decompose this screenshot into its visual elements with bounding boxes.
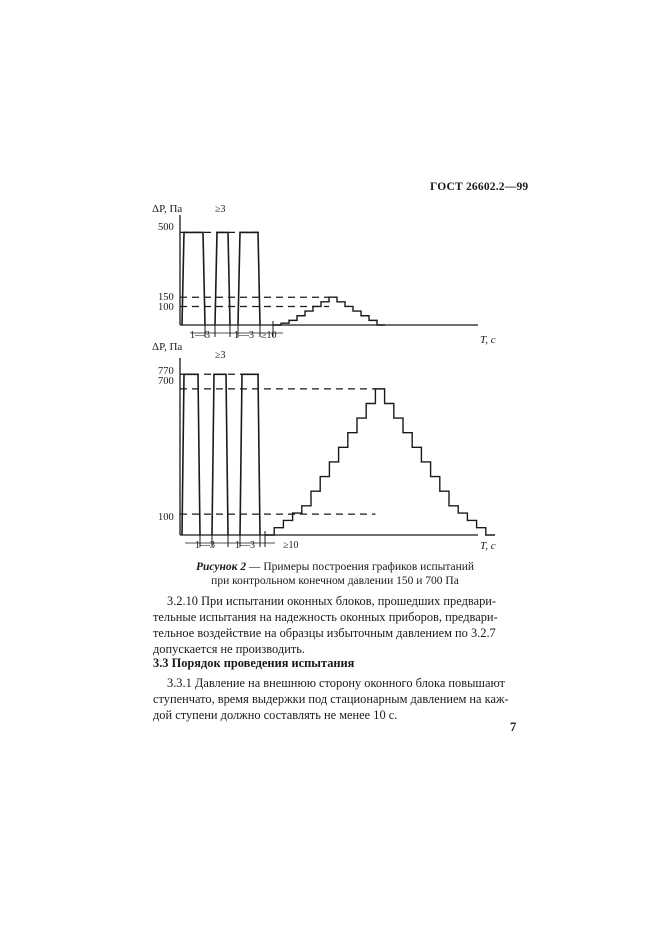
chart1-step-series: [273, 297, 385, 325]
pressure-test-figure: [150, 200, 520, 560]
paragraph-line: дой ступени должно составлять не менее 10 с.: [153, 708, 398, 722]
chart2-pulse: [240, 374, 260, 535]
chart1-interval-ge3: ≥3: [215, 204, 226, 215]
chart2-tick-100: 100: [158, 512, 174, 523]
chart1-ylabel: ΔP, Па: [152, 203, 183, 215]
section-heading-3-3: 3.3 Порядок проведения испытания: [153, 656, 355, 670]
chart1-pulse: [238, 232, 260, 325]
paragraph-line: 3.2.10 При испытании оконных блоков, прошедших предвари-: [167, 594, 497, 608]
figure-caption-label: Рисунок 2: [195, 561, 247, 573]
chart-marks: [180, 215, 495, 547]
document-standard-id: ГОСТ 26602.2—99: [430, 181, 529, 193]
figure-caption-line2: при контрольном конечном давлении 150 и 700 Па: [211, 575, 459, 587]
chart2-tick-770: 770: [158, 366, 174, 377]
chart2-interval-1-3-b: 1—3: [235, 540, 255, 551]
chart1-tick-150: 150: [158, 292, 174, 303]
chart2-interval-1-3-a: 1—3: [195, 540, 215, 551]
chart1-interval-1-3-a: 1—3: [190, 330, 210, 341]
figure-caption: [150, 560, 520, 588]
paragraph-line: 3.3.1 Давление на внешнюю сторону оконного блока повышают: [167, 676, 505, 690]
chart1-pulse: [215, 232, 230, 325]
chart2-step-series: [265, 389, 495, 535]
chart1-interval-1-3-b: 1—3: [234, 330, 254, 341]
pressure-charts-svg: [150, 200, 520, 560]
chart2-ylabel: ΔP, Па: [152, 341, 183, 353]
chart2-pulse: [182, 374, 200, 535]
paragraph-line: тельное воздействие на образцы избыточным давлением по 3.2.7: [153, 626, 496, 640]
chart1-xlabel: T, c: [480, 334, 496, 346]
chart2-xlabel: T, c: [480, 540, 496, 552]
chart2-interval-ge3: ≥3: [215, 350, 226, 361]
page-number: 7: [510, 720, 517, 734]
paragraph-line: ступенчато, время выдержки под стационарным давлением на каж-: [153, 692, 509, 706]
chart2-interval-ge10: ≥10: [283, 540, 299, 551]
chart1-tick-500: 500: [158, 222, 174, 233]
paragraph-line: тельные испытания на надежность оконных приборов, предвари-: [153, 610, 498, 624]
figure-caption-text: — Примеры построения графиков испытаний: [246, 561, 475, 573]
paragraph-line: допускается не производить.: [153, 642, 305, 656]
chart1-pulse: [182, 232, 205, 325]
chart1-tick-100: 100: [158, 302, 174, 313]
paragraph-3-2-10: [153, 593, 521, 657]
chart2-pulse: [212, 374, 228, 535]
chart2-tick-700: 700: [158, 376, 174, 387]
paragraph-3-3-1: [153, 675, 521, 723]
chart1-interval-ge10: ≥10: [261, 330, 277, 341]
